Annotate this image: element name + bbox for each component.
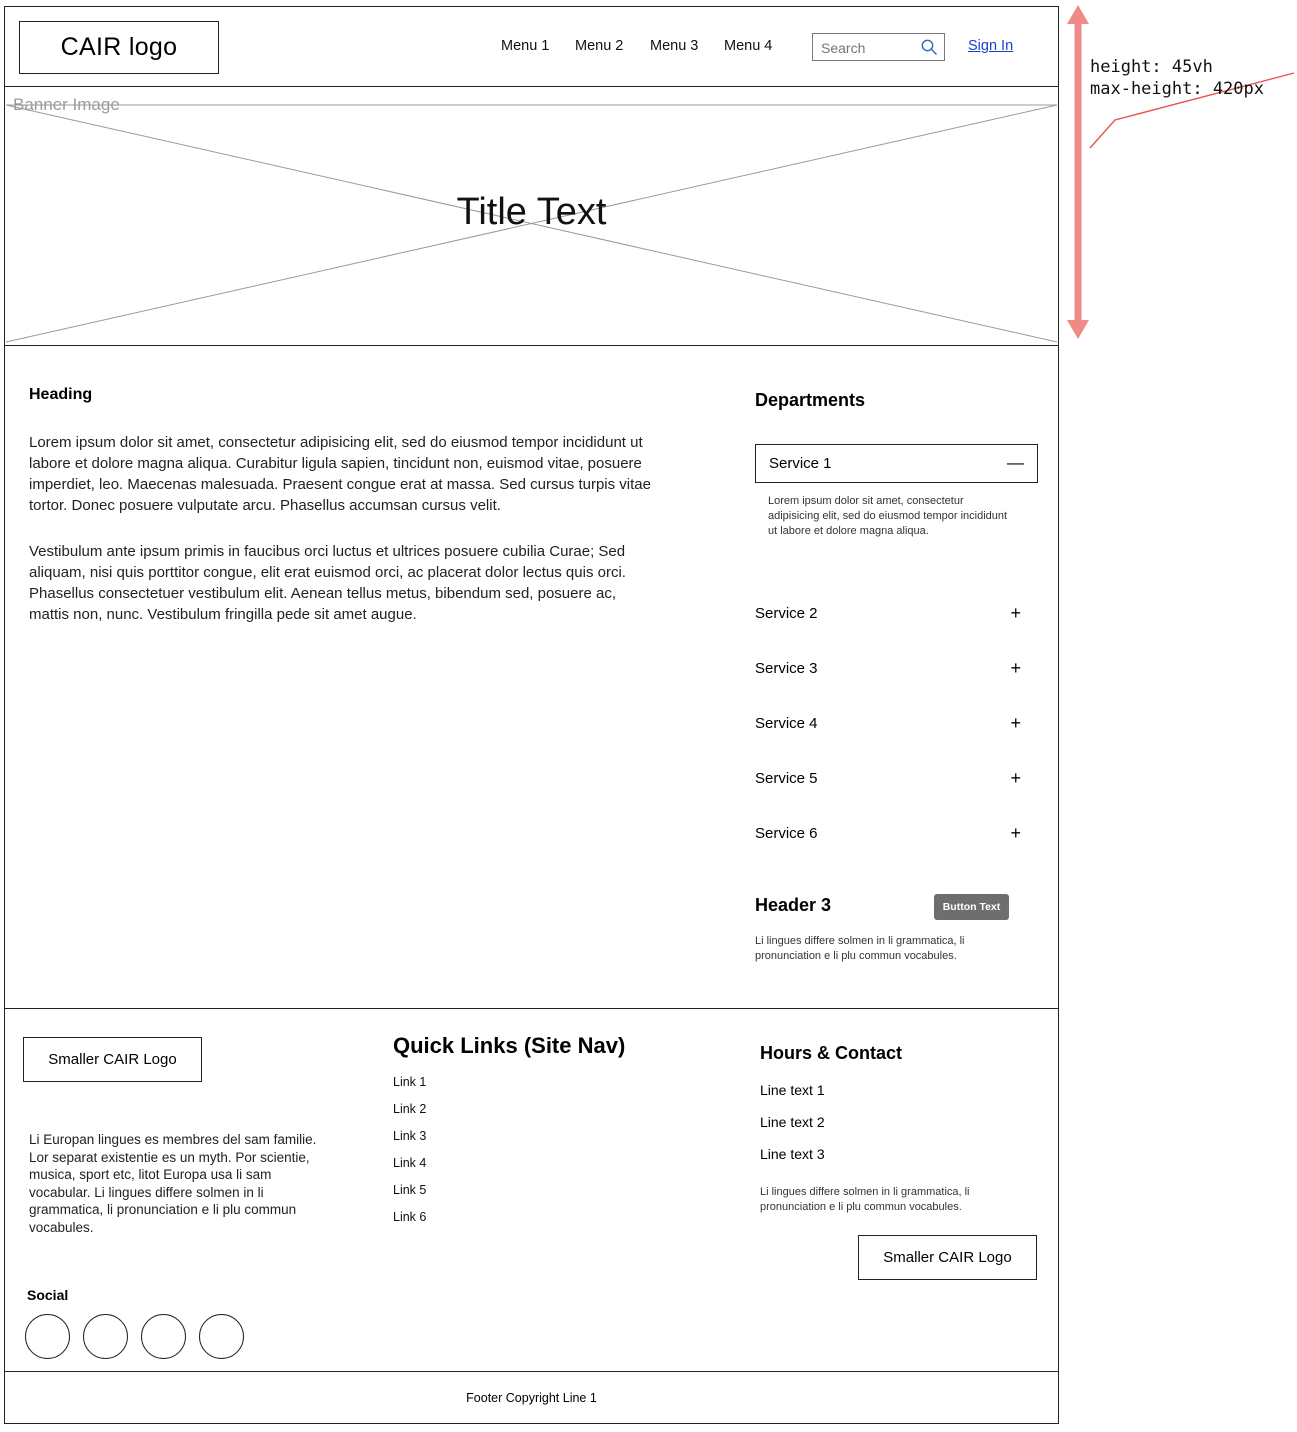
accordion-item-service-6[interactable]	[755, 825, 1021, 853]
quick-link-6[interactable]: Link 6	[393, 1210, 427, 1224]
plus-icon: +	[1010, 713, 1021, 733]
accordion-button[interactable]: Button Text	[934, 894, 1009, 920]
plus-icon: +	[1010, 658, 1021, 678]
accordion-label: Service 1	[769, 455, 832, 472]
search-box[interactable]	[812, 33, 945, 61]
logo-text: CAIR logo	[60, 33, 178, 61]
plus-icon: +	[1010, 768, 1021, 788]
banner-title: Title Text	[456, 191, 607, 233]
main-content	[5, 346, 1058, 1009]
height-annotation-text	[1090, 56, 1264, 100]
departments-title: Departments	[755, 390, 866, 410]
accordion-item-service-1[interactable]	[755, 444, 1038, 483]
accordion-label: Service 5	[755, 770, 818, 787]
accordion-panel-text: Lorem ipsum dolor sit amet, consectetur adipisicing elit, sed do eiusmod tempor incididunt ut labore et dolore magna aliqua.	[768, 495, 1008, 537]
copyright-text: Footer Copyright Line 1	[466, 1391, 597, 1405]
quick-link-5[interactable]: Link 5	[393, 1183, 427, 1197]
content-paragraph-2: Vestibulum ante ipsum primis in faucibus orci luctus et ultrices posuere cubilia Curae; Sed aliquam, nisi quis porttitor congue, elit erat euismod orci, ac placerat dolor lectus quis orci. Phasellus consectetuer vestibulum elit. Aenean tellus metus, bibendum sed, posuere ac, mattis non, nunc. Vestibulum fringilla pede sit amet augue.	[29, 543, 626, 623]
footer-logo-right[interactable]	[858, 1235, 1037, 1280]
nav-menu-3[interactable]: Menu 3	[650, 38, 699, 54]
nav-menu-1[interactable]: Menu 1	[501, 38, 550, 54]
accordion-item-service-3[interactable]	[755, 660, 1021, 688]
quick-link-4[interactable]: Link 4	[393, 1156, 427, 1170]
social-icon-1[interactable]	[25, 1314, 70, 1359]
search-icon[interactable]	[920, 38, 938, 56]
header-3-title: Header 3	[755, 895, 832, 915]
nav-menu-2[interactable]: Menu 2	[575, 38, 624, 54]
quick-link-2[interactable]: Link 2	[393, 1102, 427, 1116]
social-label: Social	[27, 1287, 69, 1303]
hours-contact-title: Hours & Contact	[760, 1043, 903, 1063]
accordion-item-service-5[interactable]	[755, 770, 1021, 798]
footer-logo-right-text: Smaller CAIR Logo	[883, 1249, 1012, 1266]
banner-image-placeholder	[5, 87, 1058, 346]
social-icons	[25, 1314, 257, 1359]
accordion-label: Service 3	[755, 660, 818, 677]
accordion-label: Service 4	[755, 715, 818, 732]
hours-line-1: Line text 1	[760, 1082, 825, 1098]
logo[interactable]	[19, 21, 219, 74]
social-icon-3[interactable]	[141, 1314, 186, 1359]
social-icon-4[interactable]	[199, 1314, 244, 1359]
annotation-line-1: height: 45vh	[1090, 57, 1213, 77]
accordion-item-service-2[interactable]	[755, 605, 1021, 633]
quick-links-list	[393, 1075, 426, 1237]
accordion-label: Service 6	[755, 825, 818, 842]
header-3-text: Li lingues differe solmen in li grammatica, li pronunciation e li plu commun vocabules.	[755, 935, 965, 962]
content-paragraph-1: Lorem ipsum dolor sit amet, consectetur adipisicing elit, sed do eiusmod tempor incididunt ut labore et dolore magna aliqua. Curabitur ligula sapien, tincidunt non, euismod vitae, posuere imperdiet, leo. Maecenas malesuada. Praesent congue erat at massa. Sed cursus turpis vitae tortor. Donec posuere vulputate arcu. Phasellus accumsan cursus velit.	[29, 434, 651, 514]
quick-links-title: Quick Links (Site Nav)	[393, 1033, 626, 1058]
quick-link-3[interactable]: Link 3	[393, 1129, 427, 1143]
accordion-item-service-4[interactable]	[755, 715, 1021, 743]
sign-in-link[interactable]: Sign In	[968, 38, 1014, 54]
plus-icon: +	[1010, 603, 1021, 623]
minus-icon: —	[1007, 453, 1024, 472]
search-input[interactable]	[819, 37, 921, 59]
nav-menu-4[interactable]: Menu 4	[724, 38, 773, 54]
footer-logo-left-text: Smaller CAIR Logo	[48, 1051, 177, 1068]
quick-link-1[interactable]: Link 1	[393, 1075, 427, 1089]
site-header	[5, 7, 1058, 87]
hours-line-3: Line text 3	[760, 1146, 825, 1162]
wireframe-frame	[4, 6, 1059, 1424]
hours-contact-lines	[760, 1082, 825, 1178]
site-footer	[5, 1009, 1058, 1372]
plus-icon: +	[1010, 823, 1021, 843]
annotation-line-2: max-height: 420px	[1090, 79, 1264, 99]
social-icon-2[interactable]	[83, 1314, 128, 1359]
footer-logo-left[interactable]	[23, 1037, 202, 1082]
footer-about-text: Li Europan lingues es membres del sam familie. Lor separat existentie es un myth. Por scientie, musica, sport etc, litot Europa usa li sam vocabular. Li lingues differe solmen in li grammatica, li pronunciation e li plu commun vocabules.	[29, 1132, 317, 1235]
content-heading: Heading	[29, 386, 93, 403]
accordion-label: Service 2	[755, 605, 818, 622]
height-annotation-arrow	[1063, 4, 1093, 340]
hours-contact-subtext: Li lingues differe solmen in li grammatica, li pronunciation e li plu commun vocabules.	[760, 1186, 970, 1213]
hours-line-2: Line text 2	[760, 1114, 825, 1130]
banner-label: Banner Image	[13, 95, 120, 114]
copyright-bar	[5, 1372, 1058, 1424]
